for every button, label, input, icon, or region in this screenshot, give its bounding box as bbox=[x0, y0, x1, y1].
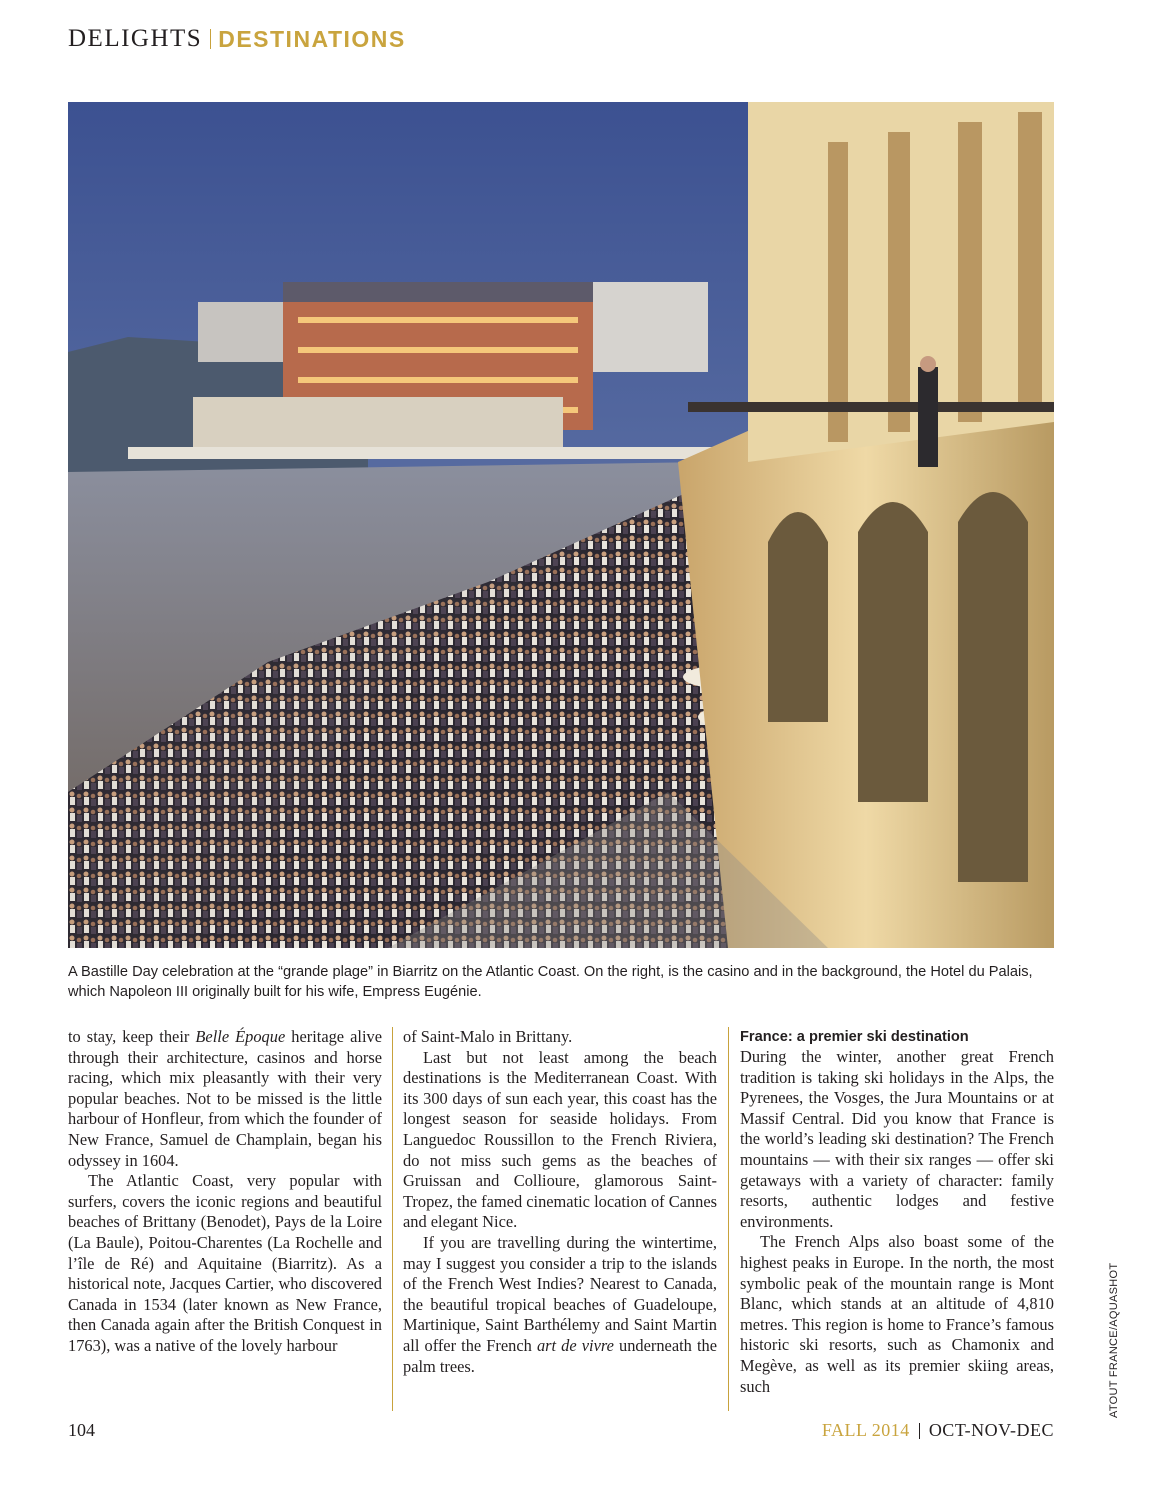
text-column-2 bbox=[403, 1027, 717, 1377]
photo-caption bbox=[68, 962, 1058, 1002]
col2-paragraph-3 bbox=[403, 1233, 717, 1377]
col2-p3-text-b: underneath the palm trees. bbox=[403, 1335, 717, 1376]
col3-paragraph-1: During the winter, another great French tradition is taking ski holidays in the Alps, the Pyrenees, the Vosges, the Jura Mountains or at Massif Central. Did you know that France is the world’s leading ski destination? The French mountains — with their six ranges — offer ski getaways with a variety of character: family resorts, authentic lodges and festive environments. bbox=[740, 1047, 1054, 1231]
section-header bbox=[68, 24, 406, 54]
ski-section-heading: France: a premier ski destination bbox=[740, 1029, 969, 1045]
header-divider bbox=[210, 29, 211, 49]
text-column-1 bbox=[68, 1027, 382, 1357]
col1-p1-italic: Belle Époque bbox=[195, 1027, 286, 1046]
column-rule-1 bbox=[392, 1027, 393, 1411]
col2-p3-text-a: If you are travelling during the wintertime, may I suggest you consider a trip to the islands of the French West Indies? Nearest to Canada, the beautiful tropical beaches of Guadeloupe, Martinique, Saint Barthélemy and Saint Martin all offer the French bbox=[403, 1232, 717, 1355]
column-rule-2 bbox=[728, 1027, 729, 1411]
subsection-title: DESTINATIONS bbox=[218, 25, 406, 52]
col2-paragraph-1: of Saint-Malo in Brittany. bbox=[403, 1027, 573, 1046]
col1-paragraph-2: The Atlantic Coast, very popular with surfers, covers the iconic regions and beautiful beaches of Brittany (Benodet), Pays de la Loire (La Baule), Poitou-Charentes (La Rochelle and l’île de Ré) and Aquitaine (Biarritz). As a historical note, Jacques Cartier, who discovered Canada in 1534 (later known as New France, then Canada again after the British Conquest in 1763), was a native of the lovely harbour bbox=[68, 1171, 382, 1355]
issue-footer bbox=[822, 1420, 1054, 1441]
issue-months: OCT-NOV-DEC bbox=[928, 1420, 1054, 1440]
caption-text: A Bastille Day celebration at the “grande plage” in Biarritz on the Atlantic Coast. On the right, is the casino and in the background, the Hotel du Palais, which Napoleon III originally built for his wife, Empress Eugénie. bbox=[68, 964, 1033, 1000]
issue-season: FALL 2014 bbox=[821, 1420, 910, 1440]
section-title: DELIGHTS bbox=[68, 25, 203, 52]
col3-paragraph-2: The French Alps also boast some of the highest peaks in Europe. In the north, the most symbolic peak of the mountain range is Mont Blanc, which stands at an altitude of 4,810 metres. This region is home to France’s famous historic ski resorts, such as Chamonix and Megève, as well as its premier skiing areas, such bbox=[740, 1232, 1054, 1396]
footer-divider bbox=[919, 1423, 920, 1439]
page-number: 104 bbox=[68, 1420, 95, 1440]
col1-p1-text-a: to stay, keep their bbox=[68, 1027, 196, 1046]
photo-credit: ATOUT FRANCE/AQUASHOT bbox=[1108, 1262, 1120, 1418]
col1-p1-text-b: heritage alive through their architecture, casinos and horse racing, which mix pleasantly with their very popular beaches. Not to be missed is the little harbour of Honfleur, from which the founder of New France, Samuel de Champlain, began his odyssey in 1604. bbox=[68, 1027, 382, 1170]
col2-paragraph-2: Last but not least among the beach destinations is the Mediterranean Coast. With its 300 days of sun each year, this coast has the longest season for seaside holidays. From Languedoc Roussillon to the French Riviera, do not miss such gems as the beaches of Gruissan and Collioure, glamorous Saint-Tropez, the famed cinematic location of Cannes and elegant Nice. bbox=[403, 1047, 717, 1232]
biarritz-beach-photo bbox=[68, 102, 1054, 948]
col1-paragraph-1 bbox=[68, 1027, 382, 1171]
col2-p3-italic: art de vivre bbox=[536, 1335, 614, 1355]
text-column-3 bbox=[740, 1027, 1054, 1397]
